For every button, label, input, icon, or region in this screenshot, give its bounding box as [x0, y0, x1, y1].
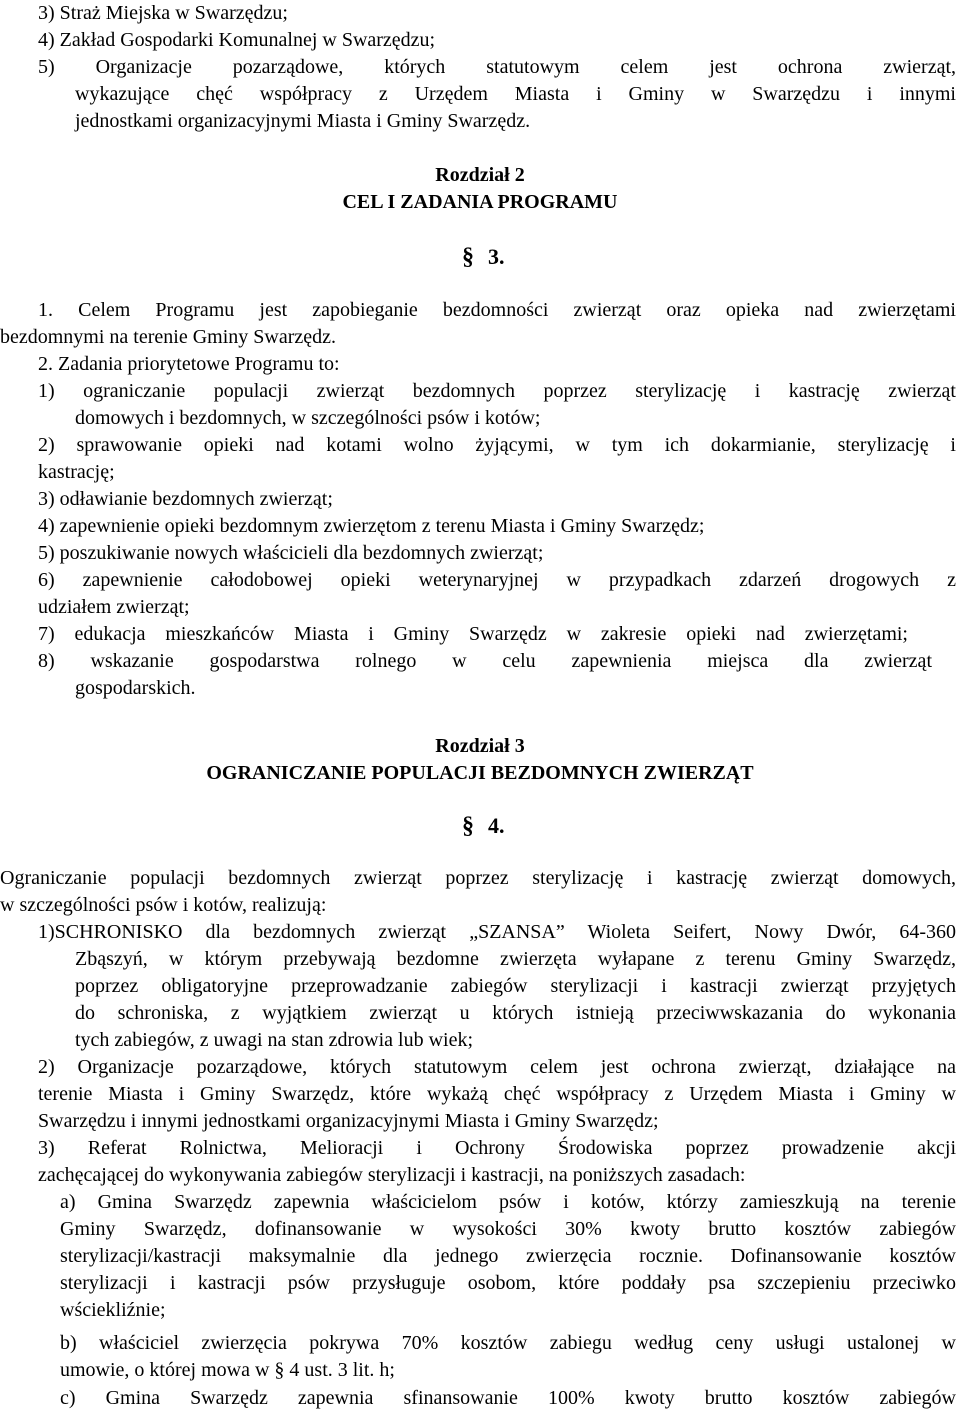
- list-item-continuation: poprzez obligatoryjne przeprowadzanie zabiegów sterylizacji i kastracji zwierząt przyjętych: [75, 975, 956, 997]
- section-marker: [462, 812, 505, 840]
- sub-list-item-continuation: umowie, o której mowa w § 4 ust. 3 lit. h;: [60, 1359, 395, 1381]
- sub-list-item: b) właściciel zwierzęcia pokrywa 70% kosztów zabiegu według ceny usługi ustalonej w: [60, 1332, 956, 1354]
- sub-list-item: a) Gmina Swarzędz zapewnia właścicielom psów i kotów, którzy zamieszkują na terenie: [60, 1191, 956, 1213]
- chapter-heading: Rozdział 3: [435, 735, 525, 757]
- list-item: 1) ograniczanie populacji zwierząt bezdomnych poprzez sterylizację i kastrację zwierząt: [38, 380, 956, 402]
- section-marker: [462, 243, 505, 271]
- list-item: 1)SCHRONISKO dla bezdomnych zwierząt „SZANSA” Wioleta Seifert, Nowy Dwór, 64-360: [38, 921, 956, 943]
- list-item-continuation: Swarzędzu i innymi jednostkami organizacyjnymi Miasta i Gminy Swarzędz;: [38, 1110, 659, 1132]
- section-symbol: §: [462, 244, 474, 270]
- list-item-continuation: domowych i bezdomnych, w szczególności psów i kotów;: [75, 407, 541, 429]
- list-item-continuation: zachęcającej do wykonywania zabiegów sterylizacji i kastracji, na poniższych zasadach:: [38, 1164, 746, 1186]
- list-item: 2) Organizacje pozarządowe, których statutowym celem jest ochrona zwierząt, działające na: [38, 1056, 956, 1078]
- list-item: 2) sprawowanie opieki nad kotami wolno żyjącymi, w tym ich dokarmianie, sterylizację i: [38, 434, 956, 456]
- list-item: 5) Organizacje pozarządowe, których statutowym celem jest ochrona zwierząt,: [38, 56, 956, 78]
- list-item-continuation: terenie Miasta i Gminy Swarzędz, które wykażą chęć współpracy z Urzędem Miasta i Gminy w: [38, 1083, 956, 1105]
- chapter-title: CEL I ZADANIA PROGRAMU: [342, 191, 618, 213]
- section-symbol: §: [462, 813, 474, 839]
- paragraph-line: w szczególności psów i kotów, realizują:: [0, 894, 327, 916]
- list-item-continuation: gospodarskich.: [75, 677, 196, 699]
- list-item: 5) poszukiwanie nowych właścicieli dla bezdomnych zwierząt;: [38, 542, 544, 564]
- list-item: 3) Straż Miejska w Swarzędzu;: [38, 2, 288, 24]
- list-item-continuation: jednostkami organizacyjnymi Miasta i Gminy Swarzędz.: [75, 110, 531, 132]
- list-item-continuation: tych zabiegów, z uwagi na stan zdrowia lub wiek;: [75, 1029, 474, 1051]
- list-item: 3) odławianie bezdomnych zwierząt;: [38, 488, 333, 510]
- paragraph-line: bezdomnymi na terenie Gminy Swarzędz.: [0, 326, 336, 348]
- list-item: 6) zapewnienie całodobowej opieki weterynaryjnej w przypadkach zdarzeń drogowych z: [38, 569, 956, 591]
- sub-list-item-continuation: wściekliźnie;: [60, 1299, 166, 1321]
- chapter-heading: Rozdział 2: [435, 164, 525, 186]
- paragraph-line: 1. Celem Programu jest zapobieganie bezdomności zwierząt oraz opieka nad zwierzętami: [38, 299, 956, 321]
- sub-list-item: c) Gmina Swarzędz zapewnia sfinansowanie 100% kwoty brutto kosztów zabiegów: [60, 1387, 956, 1409]
- section-number: 4.: [488, 813, 505, 838]
- list-item: 8) wskazanie gospodarstwa rolnego w celu zapewnienia miejsca dla zwierząt: [38, 650, 932, 672]
- sub-list-item-continuation: Gminy Swarzędz, dofinansowanie w wysokości 30% kwoty brutto kosztów zabiegów: [60, 1218, 956, 1240]
- sub-list-item-continuation: sterylizacji i kastracji psów przysługuje osobom, które poddały psa szczepieniu przeciwko: [60, 1272, 956, 1294]
- chapter-title: OGRANICZANIE POPULACJI BEZDOMNYCH ZWIERZĄT: [206, 762, 754, 784]
- list-item-continuation: udziałem zwierząt;: [38, 596, 190, 618]
- list-item-continuation: Zbąszyń, w którym przebywają bezdomne zwierzęta wyłapane z terenu Gminy Swarzędz,: [75, 948, 956, 970]
- list-item-continuation: wykazujące chęć współpracy z Urzędem Miasta i Gminy w Swarzędzu i innymi: [75, 83, 956, 105]
- section-number: 3.: [488, 244, 505, 269]
- list-item-continuation: kastrację;: [38, 461, 115, 483]
- list-item: 4) zapewnienie opieki bezdomnym zwierzętom z terenu Miasta i Gminy Swarzędz;: [38, 515, 705, 537]
- sub-list-item-continuation: sterylizacji/kastracji maksymalnie dla jednego zwierzęcia rocznie. Dofinansowanie kosztów: [60, 1245, 956, 1267]
- paragraph-line: 2. Zadania priorytetowe Programu to:: [38, 353, 340, 375]
- paragraph-line: Ograniczanie populacji bezdomnych zwierząt poprzez sterylizację i kastrację zwierząt domowych,: [0, 867, 956, 889]
- list-item: 3) Referat Rolnictwa, Melioracji i Ochrony Środowiska poprzez prowadzenie akcji: [38, 1137, 956, 1159]
- list-item: 7) edukacja mieszkańców Miasta i Gminy Swarzędz w zakresie opieki nad zwierzętami;: [38, 623, 908, 645]
- list-item-continuation: do schroniska, z wyjątkiem zwierząt u których istnieją przeciwwskazania do wykonania: [75, 1002, 956, 1024]
- list-item: 4) Zakład Gospodarki Komunalnej w Swarzędzu;: [38, 29, 436, 51]
